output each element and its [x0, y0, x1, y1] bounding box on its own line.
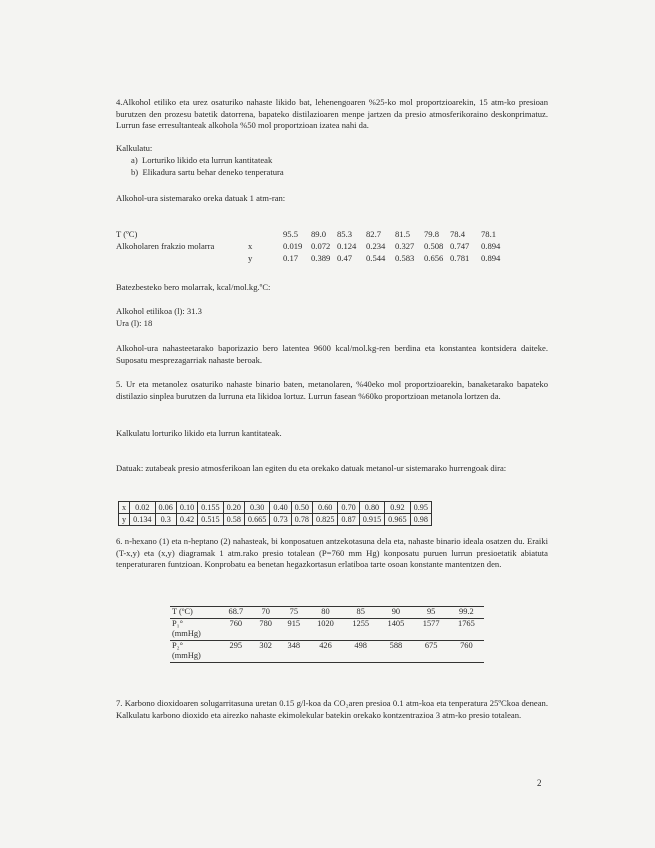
cp-water: Ura (l): 18	[116, 318, 153, 328]
eq4-x-value: 0.894	[481, 241, 501, 251]
vp-cell-p1: 915	[287, 618, 301, 628]
cell-x: 0.50	[291, 502, 312, 514]
cell-x: 0.95	[410, 502, 431, 514]
cell-y: 0.134	[130, 514, 155, 526]
cp-title: Batezbesteko bero molarrak, kcal/mol.kg.ºC:	[116, 282, 271, 292]
eq4-x-value: 0.124	[337, 241, 357, 251]
latent-heat-note: Alkohol-ura nahasteetarako baporizazio bero latentea 9600 kcal/mol.kg-ren berdina eta konstantea kontsidera daiteke. Suposatu mesprezagarriak nahaste beroak.	[116, 343, 548, 365]
cell-x: 0.155	[198, 502, 223, 514]
p2-label	[170, 640, 220, 662]
vapor-pressure-table	[170, 606, 484, 663]
vp-cell-p1: 1020	[317, 618, 334, 628]
eq4-y-value: 0.894	[481, 253, 501, 263]
eq4-x-value: 0.747	[450, 241, 470, 251]
p2-symbol: P₂°	[172, 640, 183, 650]
cell-y: 0.3	[155, 514, 176, 526]
cell-y: 0.825	[313, 514, 338, 526]
problem-5-kalkulatu: Kalkulatu lorturiko likido eta lurrun kantitateak.	[116, 428, 282, 438]
y-symbol: y	[248, 253, 253, 263]
eq4-T-value: 95.5	[283, 229, 299, 239]
cell-y: 0.78	[291, 514, 312, 526]
eq4-y-value: 0.583	[395, 253, 415, 263]
vp-cell-t: 90	[378, 607, 413, 619]
eq4-y-value: 0.544	[366, 253, 386, 263]
cell-y: 0.73	[270, 514, 291, 526]
vp-cell-p2: 498	[343, 640, 378, 662]
problem-5-data-intro: Datuak: zutabeak presio atmosferikoan lan egiten du eta orekako datuak metanol-ur sistemarako hurrengoak dira:	[116, 463, 507, 473]
vp-cell-p2: 302	[252, 640, 280, 662]
vp-cell-p2: 675	[414, 640, 449, 662]
row-label-x: x	[119, 502, 130, 514]
cell-x: 0.10	[176, 502, 197, 514]
vp-cell-t: 68.7	[220, 607, 252, 619]
p1-symbol: P₁°	[172, 618, 183, 628]
temperature-label: T (ºC)	[170, 607, 220, 619]
cell-x: 0.02	[130, 502, 155, 514]
row-label-y: y	[119, 514, 130, 526]
eq4-x-value: 0.019	[283, 241, 303, 251]
cell-y: 0.915	[359, 514, 384, 526]
cell-y: 0.58	[223, 514, 244, 526]
eq4-x-value: 0.234	[366, 241, 386, 251]
equilibrium-table-methanol-water	[118, 501, 432, 526]
eq4-y-value: 0.389	[311, 253, 331, 263]
vp-cell-t: 99.2	[449, 607, 484, 619]
eq4-x-value: 0.327	[395, 241, 415, 251]
vp-cell-p1: 1577	[422, 618, 440, 628]
p1-label	[170, 618, 220, 640]
cell-y: 0.665	[244, 514, 269, 526]
vp-cell-p2: 348	[280, 640, 308, 662]
problem-4-item-b: b) Elikadura sartu behar deneko tenperatura	[131, 167, 284, 177]
cell-x: 0.70	[338, 502, 359, 514]
table-row-p2	[170, 640, 484, 662]
eq4-T-value: 82.7	[366, 229, 382, 239]
cell-y: 0.515	[198, 514, 223, 526]
table-row-y	[119, 514, 432, 526]
eq4-y-value: 0.47	[337, 253, 353, 263]
vp-cell-p1: 1765	[458, 618, 475, 628]
problem-5-statement: 5. Ur eta metanolez osaturiko nahaste binario baten, metanolaren, %40eko mol proportzioarekin, banaketarako bapateko distilazio sinplea burutzen da lurruna eta likidoa lortuz. Lurrun fasean %60ko proportzioan metanola lortzen da.	[116, 379, 548, 401]
vp-cell-p2: 760	[449, 640, 484, 662]
problem-4-kalkulatu: Kalkulatu:	[116, 143, 153, 153]
eq4-y-value: 0.17	[283, 253, 299, 263]
eq4-T-value: 78.4	[450, 229, 466, 239]
eq4-y-value: 0.656	[424, 253, 444, 263]
eq4-T-value: 79.8	[424, 229, 440, 239]
vp-cell-p2: 426	[308, 640, 343, 662]
frac-label: Alkoholaren frakzio molarra	[116, 241, 215, 251]
page-number: 2	[537, 778, 542, 788]
eq4-y-value: 0.781	[450, 253, 470, 263]
t-label: T (ºC)	[116, 229, 138, 239]
x-symbol: x	[248, 241, 253, 251]
table-row-x	[119, 502, 432, 514]
vp-cell-t: 85	[343, 607, 378, 619]
vp-cell-p1: 1255	[352, 618, 370, 628]
table-row-temperature	[170, 607, 484, 619]
cell-x: 0.40	[270, 502, 291, 514]
cell-y: 0.98	[410, 514, 431, 526]
cell-y: 0.42	[176, 514, 197, 526]
vp-cell-p2: 588	[378, 640, 413, 662]
vp-cell-p2: 295	[220, 640, 252, 662]
problem-4-item-a: a) Lorturiko likido eta lurrun kantitateak	[131, 155, 273, 165]
vp-cell-t: 95	[414, 607, 449, 619]
vp-cell-t: 75	[280, 607, 308, 619]
vp-cell-t: 80	[308, 607, 343, 619]
eq4-T-value: 85.3	[337, 229, 353, 239]
vp-cell-t: 70	[252, 607, 280, 619]
cell-x: 0.30	[244, 502, 269, 514]
problem-7-statement: 7. Karbono dioxidoaren solugarritasuna uretan 0.15 g/l-koa da CO₂aren presioa 0.1 atm-koa eta tenperatura 25ºCkoa denean. Kalkulatu karbono dioxido eta airezko nahaste ekimolekular batekin orekako kontzentrazioa 3 atm-ko presio totalean.	[116, 698, 548, 720]
problem-4-statement: 4.Alkohol etiliko eta urez osaturiko nahaste likido bat, lehenengoaren %25-ko mol proportzioarekin, 15 atm-ko presioan burutzen den prozesu batetik datorrena, bapateko distilazioaren menpe jartzen da presio atmosferikoraino deskonprimatuz. Lurrun fase erresultanteak alkohola %50 mol proportzioan izatea nahi da.	[116, 97, 548, 131]
cell-y: 0.87	[338, 514, 359, 526]
cell-x: 0.92	[385, 502, 410, 514]
eq4-x-value: 0.508	[424, 241, 444, 251]
cell-x: 0.60	[313, 502, 338, 514]
eq4-T-value: 78.1	[481, 229, 497, 239]
table-row-p1	[170, 618, 484, 640]
cell-x: 0.20	[223, 502, 244, 514]
cell-x: 0.80	[359, 502, 384, 514]
eq4-T-value: 89.0	[311, 229, 327, 239]
p2-unit: (mmHg)	[172, 651, 201, 660]
vp-cell-p1: 760	[229, 618, 243, 628]
problem-4-data-title: Alkohol-ura sistemarako oreka datuak 1 atm-ran:	[116, 193, 286, 203]
cell-y: 0.965	[385, 514, 410, 526]
cp-alcohol: Alkohol etilikoa (l): 31.3	[116, 306, 202, 316]
vp-cell-p1: 1405	[387, 618, 405, 628]
eq4-x-value: 0.072	[311, 241, 331, 251]
p1-unit: (mmHg)	[172, 629, 201, 638]
problem-6-statement: 6. n-hexano (1) eta n-heptano (2) nahasteak, bi konposatuen antzekotasuna dela eta, nahaste binario ideala osatzen du. Eraiki (T-x,y) eta (x,y) diagramak 1 atm.rako presio totalean (P=760 mm Hg) konposatu puruen lurrun presioetatik abiatuta tenperaturaren funtzioan. Konprobatu ea benetan hegazkortasun erlatiboa tarte osoan konstante mantentzen den.	[116, 536, 548, 570]
vp-cell-p1: 780	[259, 618, 272, 628]
cell-x: 0.06	[155, 502, 176, 514]
eq4-T-value: 81.5	[395, 229, 411, 239]
